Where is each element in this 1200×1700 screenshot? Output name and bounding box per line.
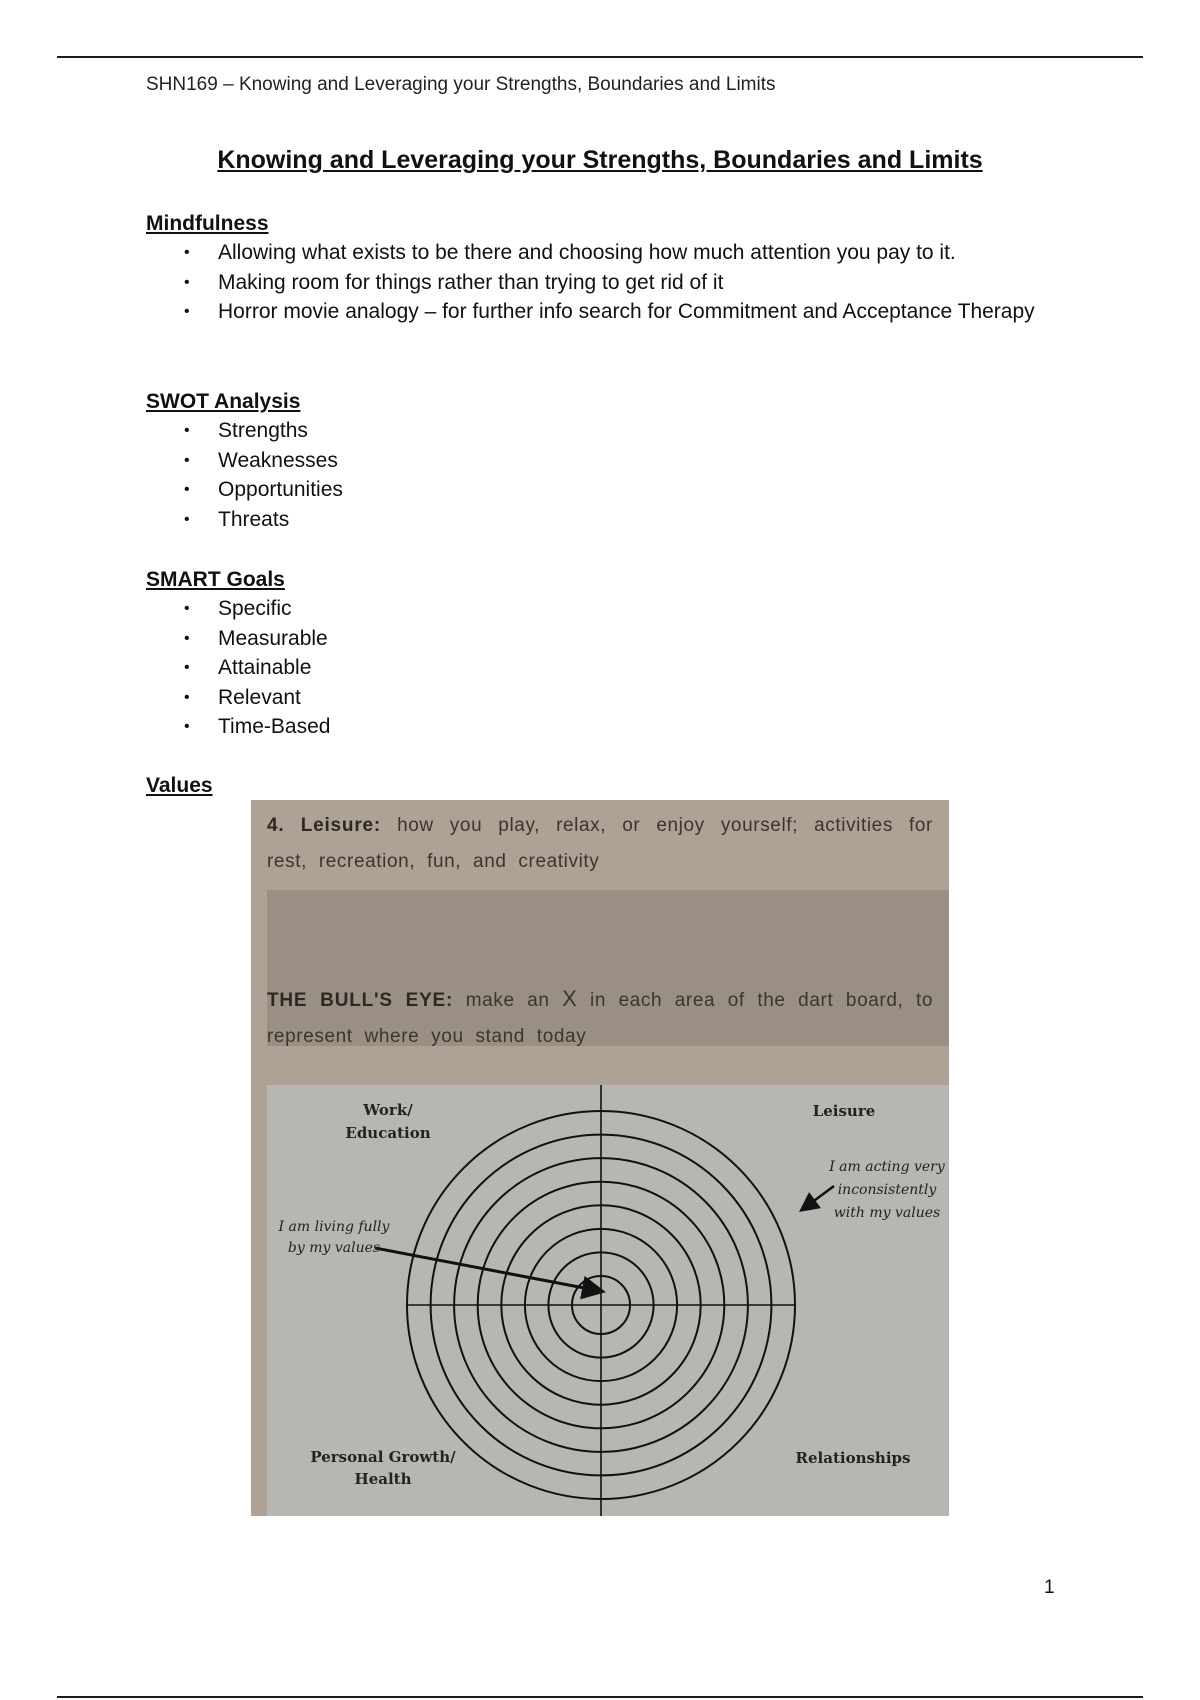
growth-label-line1: Personal Growth/ bbox=[310, 1448, 456, 1466]
list-item-text: Threats bbox=[218, 507, 290, 531]
bullet-icon: • bbox=[184, 718, 190, 735]
bullet-icon: • bbox=[184, 688, 190, 706]
leisure-quadrant-label: Leisure bbox=[812, 1102, 876, 1120]
bullet-icon: • bbox=[184, 273, 190, 291]
swot-section bbox=[146, 388, 1046, 534]
list-item-text: Allowing what exists to be there and choosing how much attention you pay to it. bbox=[218, 241, 956, 264]
work-label-line1: Work/ bbox=[363, 1101, 413, 1119]
list-item bbox=[146, 268, 1046, 298]
bullet-icon: • bbox=[184, 303, 190, 320]
living-annotation-line2: by my values bbox=[287, 1240, 381, 1256]
smart-list bbox=[146, 594, 1046, 742]
bullet-icon: • bbox=[184, 451, 190, 469]
list-item bbox=[146, 594, 1046, 624]
work-label-line2: Education bbox=[345, 1124, 431, 1142]
list-item bbox=[146, 238, 1046, 268]
acting-annotation-line3: with my values bbox=[833, 1205, 941, 1221]
swot-heading: SWOT Analysis bbox=[146, 390, 301, 413]
swot-list bbox=[146, 416, 1046, 534]
growth-label-line2: Health bbox=[354, 1470, 412, 1488]
running-header: SHN169 – Knowing and Leveraging your Strengths, Boundaries and Limits bbox=[146, 74, 776, 95]
mindfulness-section bbox=[146, 210, 1046, 327]
dartboard-diagram bbox=[267, 1085, 949, 1516]
bullet-icon: • bbox=[184, 244, 190, 261]
values-heading: Values bbox=[146, 774, 213, 797]
bullseye-label: THE BULL'S EYE: bbox=[267, 990, 454, 1011]
smart-section bbox=[146, 566, 1046, 742]
bullet-icon: • bbox=[184, 481, 190, 498]
list-item bbox=[146, 712, 1046, 742]
list-item bbox=[146, 505, 1046, 535]
bullseye-text-after: in each area of the dart board, to represent where you stand today bbox=[267, 990, 933, 1047]
list-item bbox=[146, 683, 1046, 713]
arrow-to-edge bbox=[803, 1186, 834, 1209]
bullet-icon: • bbox=[184, 600, 190, 617]
list-item-text: Horror movie analogy – for further info search for Commitment and Acceptance Therapy bbox=[218, 300, 1035, 323]
acting-annotation-line1: I am acting very bbox=[829, 1159, 945, 1175]
list-item-text: Specific bbox=[218, 597, 292, 620]
bullet-icon: • bbox=[184, 422, 190, 439]
leisure-text: how you play, relax, or enjoy yourself; activities for rest, recreation, fun, and creativity bbox=[267, 815, 933, 872]
leisure-description bbox=[267, 808, 933, 880]
document-title: Knowing and Leveraging your Strengths, Boundaries and Limits bbox=[217, 146, 983, 174]
dartboard-panel bbox=[267, 1085, 949, 1516]
bullet-icon: • bbox=[184, 629, 190, 647]
list-item-text: Attainable bbox=[218, 656, 312, 679]
footer-rule bbox=[57, 1696, 1143, 1698]
list-item-text: Strengths bbox=[218, 419, 308, 442]
list-item-text: Making room for things rather than trying to get rid of it bbox=[218, 270, 724, 294]
header-rule bbox=[57, 56, 1143, 58]
list-item bbox=[146, 653, 1046, 683]
list-item bbox=[146, 446, 1046, 476]
living-annotation-line1: I am living fully bbox=[278, 1219, 390, 1235]
relationships-label: Relationships bbox=[795, 1449, 911, 1467]
list-item bbox=[146, 624, 1046, 654]
list-item-text: Measurable bbox=[218, 626, 328, 650]
mindfulness-heading: Mindfulness bbox=[146, 212, 269, 235]
list-item-text: Weaknesses bbox=[218, 448, 338, 472]
list-item-text: Relevant bbox=[218, 685, 301, 709]
bullseye-instruction bbox=[267, 981, 933, 1055]
bullseye-text-before: make an bbox=[465, 990, 550, 1011]
bullet-icon: • bbox=[184, 510, 190, 528]
mindfulness-list bbox=[146, 238, 1046, 327]
values-section bbox=[146, 772, 1046, 800]
list-item bbox=[146, 475, 1046, 505]
page-number: 1 bbox=[1044, 1577, 1055, 1598]
smart-heading: SMART Goals bbox=[146, 568, 285, 591]
x-mark: X bbox=[562, 986, 578, 1011]
list-item bbox=[146, 297, 1046, 327]
leisure-label: 4. Leisure: bbox=[267, 815, 382, 836]
list-item-text: Time-Based bbox=[218, 715, 331, 738]
list-item-text: Opportunities bbox=[218, 478, 343, 501]
bullet-icon: • bbox=[184, 659, 190, 676]
values-figure bbox=[251, 800, 949, 1516]
list-item bbox=[146, 416, 1046, 446]
acting-annotation-line2: inconsistently bbox=[837, 1182, 937, 1198]
